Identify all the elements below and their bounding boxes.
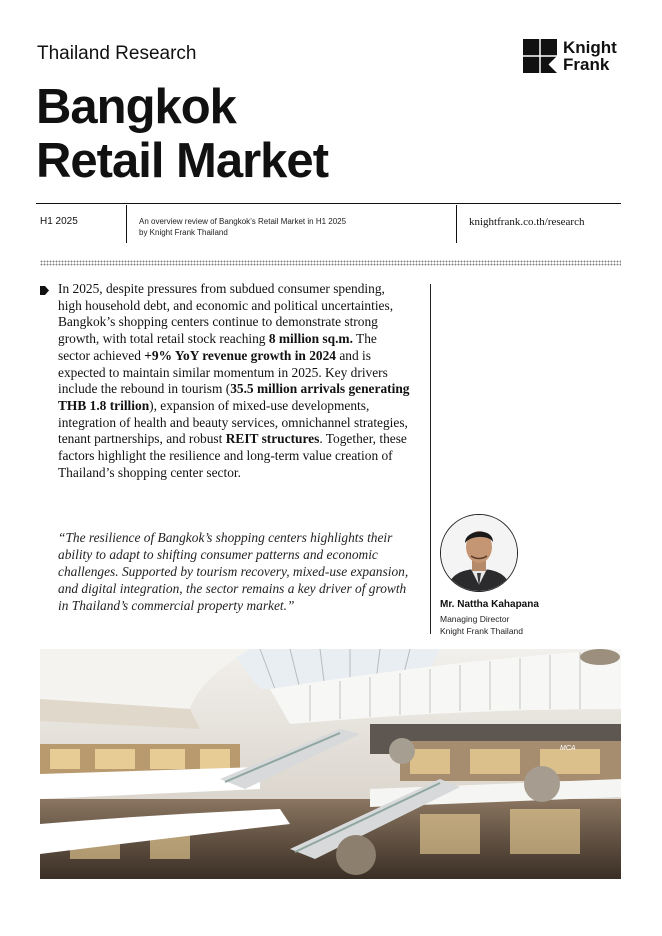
store-sign: MCA bbox=[560, 745, 576, 752]
meta-divider bbox=[456, 205, 457, 243]
summary-paragraph bbox=[58, 281, 410, 481]
summary-highlight: +9% YoY revenue growth in 2024 bbox=[144, 347, 336, 363]
meta-divider bbox=[126, 205, 127, 243]
logo-text-line-1: Knight bbox=[563, 38, 617, 57]
bullet-arrow-icon bbox=[40, 286, 49, 295]
logo-text bbox=[563, 39, 617, 73]
report-series: Thailand Research bbox=[37, 43, 197, 64]
title-line-2: Retail Market bbox=[36, 134, 329, 188]
research-url-link[interactable]: knightfrank.co.th/research bbox=[469, 216, 585, 228]
logo-mark-icon bbox=[523, 39, 557, 73]
title-line-1: Bangkok bbox=[36, 80, 236, 134]
meta-row bbox=[36, 205, 621, 243]
executive-quote: “The resilience of Bangkok’s shopping centers highlights their ability to adapt to shifting consumer patterns and economic challenges. Supported by tourism recovery, mixed-use expansion, and digital integration, the sector remains a key driver of growth in Thailand’s commercial property market.” bbox=[58, 530, 409, 613]
report-description-line-2: by Knight Frank Thailand bbox=[139, 228, 228, 237]
summary-text: In 2025, despite pressures from subdued consumer spending, high household debt, and economic and political uncertainties, Bangkok’s shopping centers continue to demonstrate strong growth, with total retail stock reaching bbox=[58, 281, 394, 347]
knight-frank-logo bbox=[523, 39, 617, 73]
report-period: H1 2025 bbox=[40, 216, 78, 227]
summary-text: The sector achieved bbox=[58, 331, 377, 363]
person-title: Managing Director bbox=[440, 614, 510, 624]
mall-interior-photo bbox=[40, 649, 621, 879]
report-description-line-1: An overview review of Bangkok’s Retail Market in H1 2025 bbox=[139, 217, 347, 226]
person-name: Mr. Nattha Kahapana bbox=[440, 599, 539, 610]
summary-highlight: REIT structures bbox=[225, 431, 320, 447]
report-description bbox=[139, 216, 346, 238]
mall-atrium-image bbox=[40, 649, 621, 879]
logo-text-line-2: Frank bbox=[563, 55, 610, 74]
avatar bbox=[440, 514, 518, 592]
summary-text: . Together, these factors highlight the resilience and long-term value creation of Thailand’s shopping center sector. bbox=[58, 431, 407, 480]
summary-highlight: 8 million sq.m. bbox=[268, 331, 353, 347]
summary-highlight: 35.5 million arrivals generating THB 1.8 trillion bbox=[58, 381, 410, 413]
portrait-icon bbox=[441, 515, 517, 591]
header-rule bbox=[36, 203, 621, 204]
page-title bbox=[36, 80, 328, 188]
person-role bbox=[440, 613, 523, 637]
person-company: Knight Frank Thailand bbox=[440, 626, 524, 636]
column-divider bbox=[430, 284, 431, 634]
dotted-divider bbox=[40, 260, 621, 266]
summary-text: ), expansion of mixed-use developments, integration of health and beauty services, omnichannel strategies, tenant partnerships, and robust bbox=[58, 397, 408, 447]
summary-text: and is expected to maintain similar momentum in 2025. Key drivers include the rebound in tourism ( bbox=[58, 347, 388, 397]
